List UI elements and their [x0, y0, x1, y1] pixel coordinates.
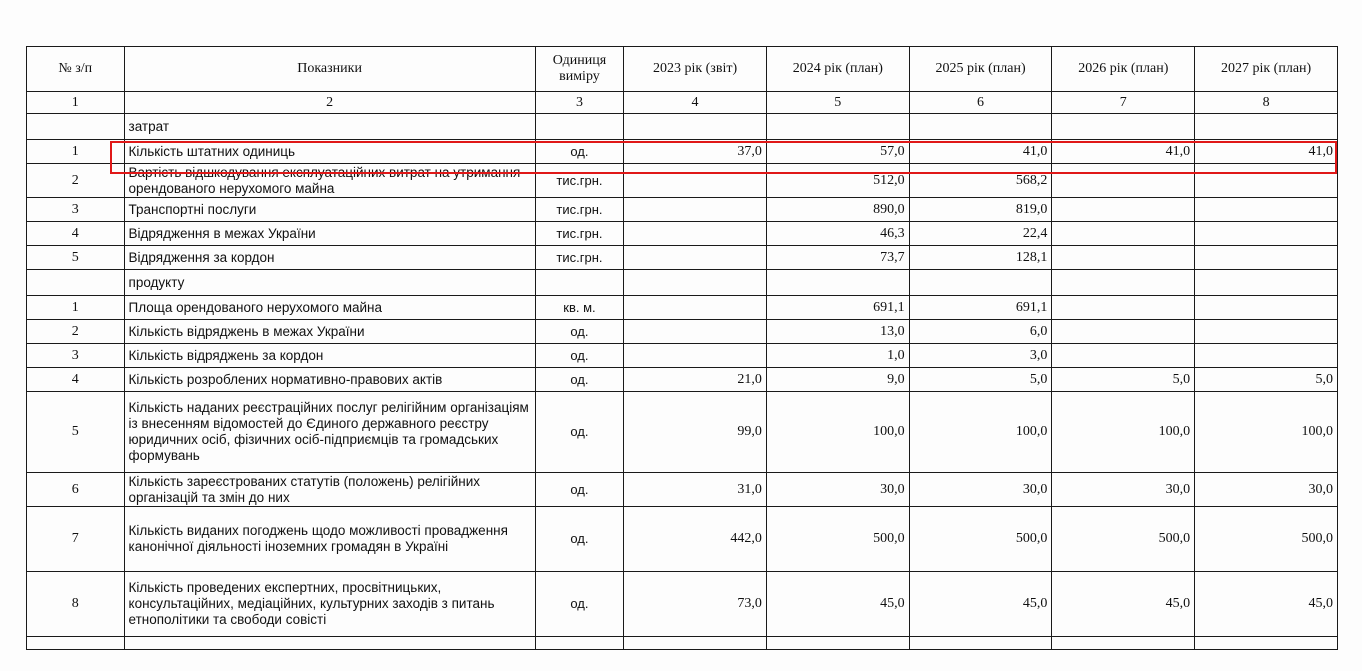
value-2026 — [1052, 222, 1195, 246]
unit-cell: од. — [535, 140, 623, 164]
indicator-name: Кількість виданих погоджень щодо можливості провадження канонічної діяльності іноземних громадян в Україні — [124, 507, 535, 572]
header-number: № з/п — [27, 47, 125, 92]
value-2024: 512,0 — [766, 164, 909, 198]
indicator-name: Транспортні послуги — [124, 198, 535, 222]
value-2023 — [624, 296, 767, 320]
value-2026 — [1052, 296, 1195, 320]
value-2027: 5,0 — [1195, 368, 1338, 392]
table-row — [27, 164, 1338, 198]
table-row — [27, 344, 1338, 368]
section-row-product — [27, 270, 1338, 296]
value-2023: 73,0 — [624, 572, 767, 637]
unit-cell: од. — [535, 344, 623, 368]
value-2026: 45,0 — [1052, 572, 1195, 637]
value-2026 — [1052, 320, 1195, 344]
indicator-name: Кількість відряджень за кордон — [124, 344, 535, 368]
value-2026 — [1052, 198, 1195, 222]
value-2024: 46,3 — [766, 222, 909, 246]
row-number: 2 — [27, 164, 125, 198]
value-2024: 13,0 — [766, 320, 909, 344]
value-2023 — [624, 320, 767, 344]
value-2024: 1,0 — [766, 344, 909, 368]
indicator-name: Відрядження в межах України — [124, 222, 535, 246]
value-2023: 21,0 — [624, 368, 767, 392]
value-2024: 691,1 — [766, 296, 909, 320]
row-number: 5 — [27, 392, 125, 473]
unit-cell: тис.грн. — [535, 198, 623, 222]
section-title-costs: затрат — [124, 114, 535, 140]
unit-cell: од. — [535, 572, 623, 637]
row-number: 7 — [27, 507, 125, 572]
table-row — [27, 320, 1338, 344]
table-row-continued — [27, 637, 1338, 650]
value-2023 — [624, 246, 767, 270]
value-2023: 31,0 — [624, 473, 767, 507]
value-2024: 45,0 — [766, 572, 909, 637]
column-number: 2 — [124, 92, 535, 114]
row-number: 1 — [27, 296, 125, 320]
table-row — [27, 473, 1338, 507]
value-2025: 691,1 — [909, 296, 1052, 320]
value-2027: 500,0 — [1195, 507, 1338, 572]
value-2023 — [624, 198, 767, 222]
value-2027 — [1195, 344, 1338, 368]
indicator-name: Відрядження за кордон — [124, 246, 535, 270]
value-2025: 3,0 — [909, 344, 1052, 368]
value-2024: 100,0 — [766, 392, 909, 473]
indicator-name: Кількість штатних одиниць — [124, 140, 535, 164]
section-title-product: продукту — [124, 270, 535, 296]
column-number-row — [27, 92, 1338, 114]
value-2026: 41,0 — [1052, 140, 1195, 164]
unit-cell: од. — [535, 473, 623, 507]
value-2023 — [624, 344, 767, 368]
row-number: 3 — [27, 344, 125, 368]
header-2023: 2023 рік (звіт) — [624, 47, 767, 92]
header-indicators: Показники — [124, 47, 535, 92]
unit-cell: од. — [535, 368, 623, 392]
value-2025: 41,0 — [909, 140, 1052, 164]
unit-cell: тис.грн. — [535, 246, 623, 270]
value-2025: 5,0 — [909, 368, 1052, 392]
table-row — [27, 392, 1338, 473]
unit-cell: од. — [535, 392, 623, 473]
indicator-name: Площа орендованого нерухомого майна — [124, 296, 535, 320]
value-2023: 99,0 — [624, 392, 767, 473]
unit-cell: тис.грн. — [535, 222, 623, 246]
row-number: 4 — [27, 368, 125, 392]
header-row — [27, 47, 1338, 92]
value-2026: 100,0 — [1052, 392, 1195, 473]
unit-cell: од. — [535, 320, 623, 344]
value-2023 — [624, 222, 767, 246]
indicator-name: Кількість розроблених нормативно-правових актів — [124, 368, 535, 392]
row-number: 1 — [27, 140, 125, 164]
header-2024: 2024 рік (план) — [766, 47, 909, 92]
header-2026: 2026 рік (план) — [1052, 47, 1195, 92]
indicator-name: Кількість проведених експертних, просвітницьких, консультаційних, медіаційних, культурних заходів з питань етнополітики та свободи совісті — [124, 572, 535, 637]
table-row — [27, 368, 1338, 392]
value-2025: 30,0 — [909, 473, 1052, 507]
value-2023 — [624, 164, 767, 198]
unit-cell: тис.грн. — [535, 164, 623, 198]
column-number: 4 — [624, 92, 767, 114]
row-number: 5 — [27, 246, 125, 270]
column-number: 3 — [535, 92, 623, 114]
value-2025: 128,1 — [909, 246, 1052, 270]
row-number: 4 — [27, 222, 125, 246]
indicator-name: Кількість наданих реєстраційних послуг релігійним організаціям із внесенням відомостей до Єдиного державного реєстру юридичних осіб, фізичних осіб-підприємців та громадських формувань — [124, 392, 535, 473]
column-number: 5 — [766, 92, 909, 114]
value-2025: 500,0 — [909, 507, 1052, 572]
indicator-name: Кількість відряджень в межах України — [124, 320, 535, 344]
row-number: 8 — [27, 572, 125, 637]
row-number: 6 — [27, 473, 125, 507]
indicators-table — [26, 46, 1338, 650]
column-number: 8 — [1195, 92, 1338, 114]
header-2025: 2025 рік (план) — [909, 47, 1052, 92]
column-number: 7 — [1052, 92, 1195, 114]
value-2023: 442,0 — [624, 507, 767, 572]
column-number: 6 — [909, 92, 1052, 114]
value-2025: 819,0 — [909, 198, 1052, 222]
value-2027: 41,0 — [1195, 140, 1338, 164]
value-2024: 9,0 — [766, 368, 909, 392]
value-2024: 500,0 — [766, 507, 909, 572]
value-2024: 73,7 — [766, 246, 909, 270]
value-2025: 6,0 — [909, 320, 1052, 344]
value-2023: 37,0 — [624, 140, 767, 164]
row-number: 3 — [27, 198, 125, 222]
value-2024: 57,0 — [766, 140, 909, 164]
section-row-costs — [27, 114, 1338, 140]
value-2027 — [1195, 296, 1338, 320]
value-2027 — [1195, 320, 1338, 344]
value-2027: 45,0 — [1195, 572, 1338, 637]
value-2026: 30,0 — [1052, 473, 1195, 507]
value-2025: 22,4 — [909, 222, 1052, 246]
value-2026 — [1052, 246, 1195, 270]
value-2025: 100,0 — [909, 392, 1052, 473]
value-2024: 30,0 — [766, 473, 909, 507]
value-2024: 890,0 — [766, 198, 909, 222]
value-2027 — [1195, 222, 1338, 246]
value-2027 — [1195, 198, 1338, 222]
header-2027: 2027 рік (план) — [1195, 47, 1338, 92]
value-2026: 5,0 — [1052, 368, 1195, 392]
table-row — [27, 140, 1338, 164]
value-2026: 500,0 — [1052, 507, 1195, 572]
row-number: 2 — [27, 320, 125, 344]
unit-cell: од. — [535, 507, 623, 572]
value-2026 — [1052, 164, 1195, 198]
table-body — [27, 114, 1338, 650]
column-number: 1 — [27, 92, 125, 114]
value-2025: 45,0 — [909, 572, 1052, 637]
value-2027 — [1195, 164, 1338, 198]
value-2027: 100,0 — [1195, 392, 1338, 473]
table-row — [27, 246, 1338, 270]
indicator-name: Кількість зареєстрованих статутів (положень) релігійних організацій та змін до них — [124, 473, 535, 507]
table-row — [27, 296, 1338, 320]
table-row — [27, 222, 1338, 246]
value-2026 — [1052, 344, 1195, 368]
table-row — [27, 198, 1338, 222]
value-2025: 568,2 — [909, 164, 1052, 198]
indicator-name: Вартість відшкодування експлуатаційних витрат на утримання орендованого нерухомого майна — [124, 164, 535, 198]
table-row — [27, 572, 1338, 637]
table-row — [27, 507, 1338, 572]
value-2027: 30,0 — [1195, 473, 1338, 507]
unit-cell: кв. м. — [535, 296, 623, 320]
header-unit: Одиниця виміру — [535, 47, 623, 92]
value-2027 — [1195, 246, 1338, 270]
